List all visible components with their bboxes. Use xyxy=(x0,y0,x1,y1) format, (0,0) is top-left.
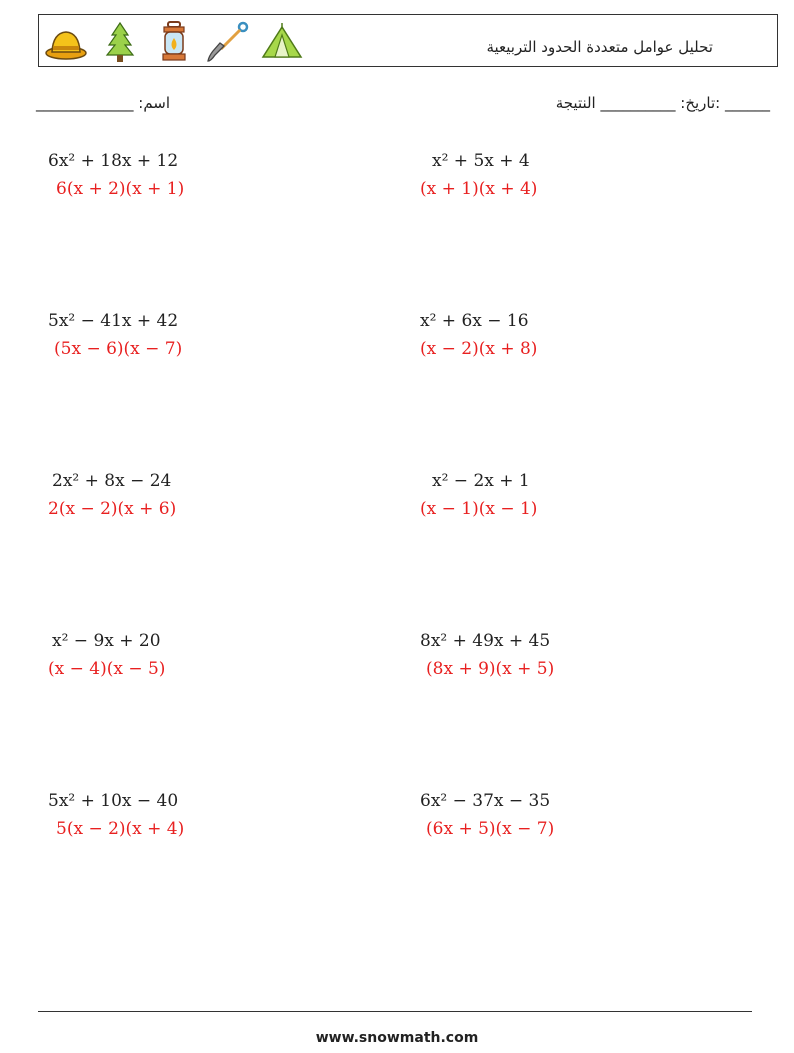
footer-site: www.snowmath.com xyxy=(315,1030,479,1046)
icon-strip xyxy=(43,21,305,63)
problem-question: 5x² + 10x − 40 xyxy=(48,791,179,811)
problem-answer: (6x + 5)(x − 7) xyxy=(426,819,555,839)
problem-question: x² + 5x + 4 xyxy=(432,151,530,171)
problem-answer: 6(x + 2)(x + 1) xyxy=(56,179,185,199)
problem-answer: (x − 2)(x + 8) xyxy=(420,339,538,359)
problem-answer: (8x + 9)(x + 5) xyxy=(426,659,555,679)
problem-10 xyxy=(420,791,554,839)
lantern-icon xyxy=(151,21,197,63)
problem-9 xyxy=(48,791,184,839)
problem-7 xyxy=(48,631,165,679)
problem-question: 5x² − 41x + 42 xyxy=(48,311,179,331)
problem-answer: 5(x − 2)(x + 4) xyxy=(56,819,185,839)
date-score-field: ______ :تاريخ: __________ النتيجة xyxy=(555,94,770,112)
worksheet-title: تحليل عوامل متعددة الحدود التربيعية xyxy=(486,38,713,56)
problem-question: x² + 6x − 16 xyxy=(420,311,529,331)
problem-8 xyxy=(420,631,554,679)
problem-answer: (x − 1)(x − 1) xyxy=(420,499,538,519)
problem-question: 6x² + 18x + 12 xyxy=(48,151,179,171)
problem-question: x² − 9x + 20 xyxy=(52,631,161,651)
problem-1 xyxy=(48,151,184,199)
camping-hat-icon xyxy=(43,21,89,63)
problem-6 xyxy=(420,471,537,519)
problem-answer: (x + 1)(x + 4) xyxy=(420,179,538,199)
header-box xyxy=(38,14,778,67)
problem-3 xyxy=(48,311,182,359)
problem-question: 8x² + 49x + 45 xyxy=(420,631,551,651)
problem-answer: (x − 4)(x − 5) xyxy=(48,659,166,679)
problem-question: x² − 2x + 1 xyxy=(432,471,530,491)
shovel-icon xyxy=(205,21,251,63)
problem-4 xyxy=(420,311,537,359)
problem-5 xyxy=(48,471,176,519)
name-field: اسم: _____________ xyxy=(36,94,171,112)
problem-question: 6x² − 37x − 35 xyxy=(420,791,551,811)
problem-2 xyxy=(420,151,537,199)
footer-divider xyxy=(38,1011,752,1012)
problem-question: 2x² + 8x − 24 xyxy=(52,471,172,491)
problem-answer: (5x − 6)(x − 7) xyxy=(54,339,183,359)
problem-answer: 2(x − 2)(x + 6) xyxy=(48,499,177,519)
tent-icon xyxy=(259,21,305,63)
pine-tree-icon xyxy=(97,21,143,63)
